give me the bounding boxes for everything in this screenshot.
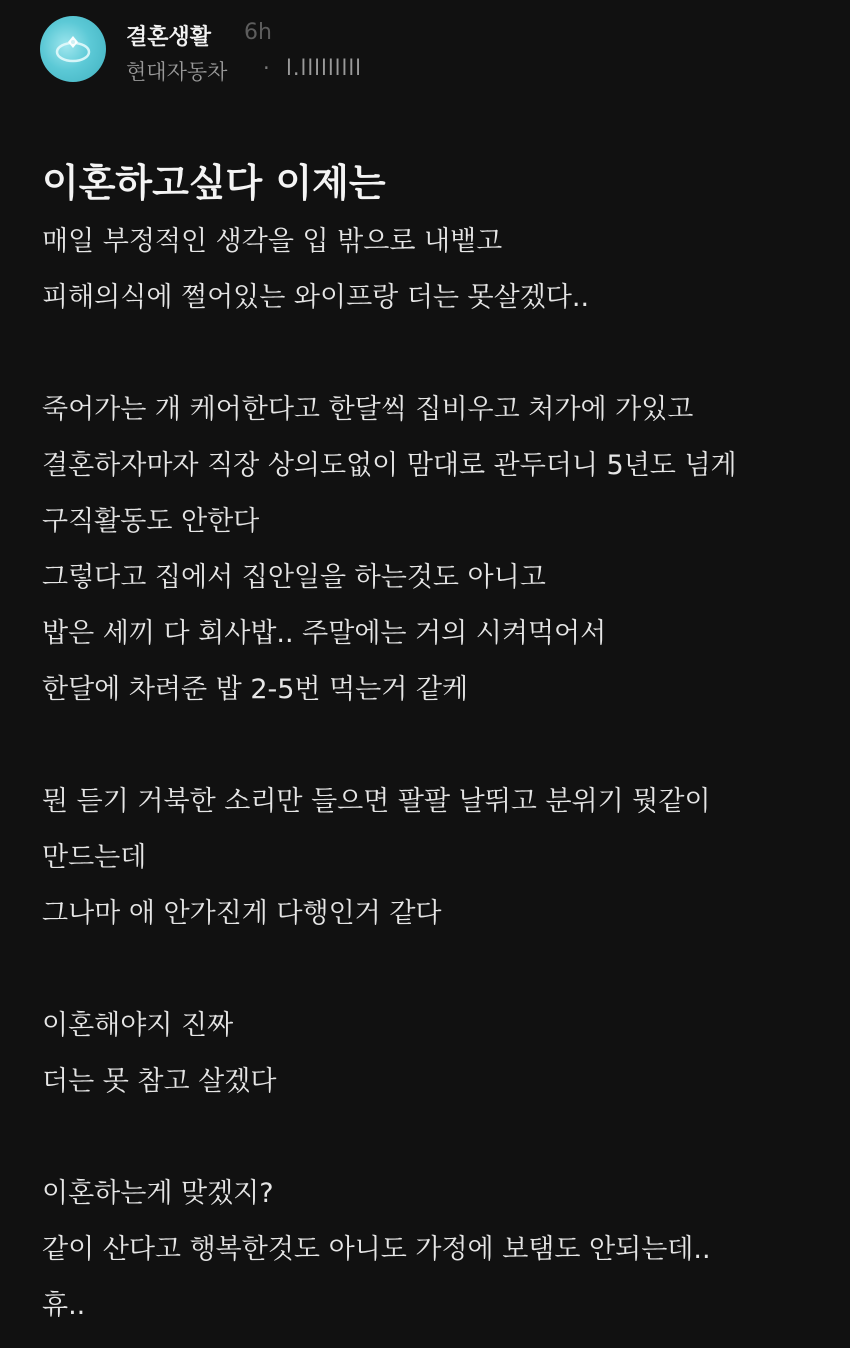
body-line: 휴.. [42, 1290, 86, 1321]
body-line: 그나마 애 안가진게 다행인거 같다 [42, 898, 442, 929]
body-line: 이혼하는게 맞겠지? [42, 1178, 274, 1209]
post-header [40, 16, 820, 86]
body-line: 구직활동도 안한다 [42, 506, 260, 537]
company-name[interactable]: 현대자동차 [126, 60, 228, 84]
body-line: 더는 못 참고 살겠다 [42, 1066, 277, 1097]
body-line: 그렇다고 집에서 집안일을 하는것도 아니고 [42, 562, 546, 593]
blank-line [42, 326, 832, 382]
post-time: 6h [244, 20, 272, 45]
post-title: 이혼하고싶다 이제는 [42, 161, 386, 205]
body-line: 이혼해야지 진짜 [42, 1010, 234, 1041]
masked-email: l.lllllllll [286, 56, 363, 80]
blank-line [42, 942, 832, 998]
blank-line [42, 1110, 832, 1166]
separator-dot: · [263, 56, 270, 80]
blank-line [42, 718, 832, 774]
body-line: 만드는데 [42, 842, 147, 873]
body-line: 결혼하자마자 직장 상의도없이 맘대로 관두더니 5년도 넘게 [42, 450, 737, 481]
body-line: 죽어가는 개 케어한다고 한달씩 집비우고 처가에 가있고 [42, 394, 694, 425]
body-line: 뭔 듣기 거북한 소리만 들으면 팔팔 날뛰고 분위기 뭣같이 [42, 786, 711, 817]
post-body [42, 214, 832, 1334]
body-line: 같이 산다고 행복한것도 아니도 가정에 보탬도 안되는데.. [42, 1234, 711, 1265]
body-line: 매일 부정적인 생각을 입 밖으로 내뱉고 [42, 226, 503, 257]
author-name[interactable]: 결혼생활 [126, 25, 212, 50]
body-line: 밥은 세끼 다 회사밥.. 주말에는 거의 시켜먹어서 [42, 618, 607, 649]
body-line: 한달에 차려준 밥 2-5번 먹는거 같케 [42, 674, 469, 705]
body-line: 피해의식에 쩔어있는 와이프랑 더는 못살겠다.. [42, 282, 590, 313]
ring-avatar-icon[interactable] [40, 16, 106, 82]
